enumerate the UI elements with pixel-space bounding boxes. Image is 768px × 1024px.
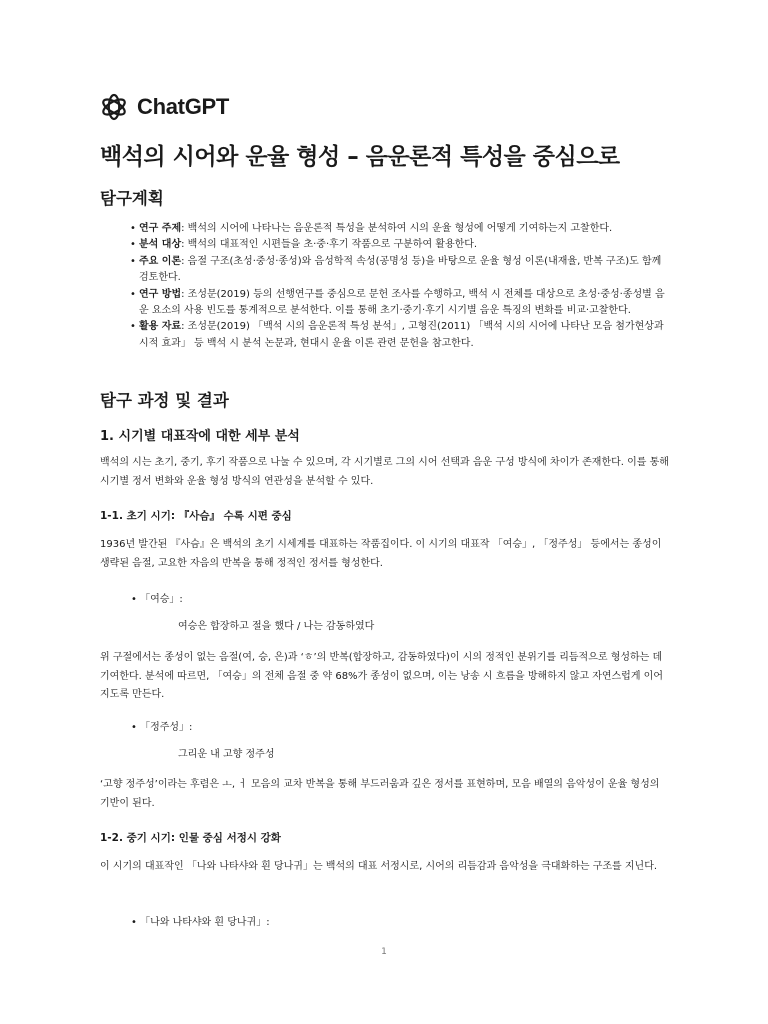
document-title: 백석의 시어와 운율 형성 – 음운론적 특성을 중심으로 — [100, 144, 620, 170]
poem-quote-yeoseung: 여승은 합장하고 절을 했다 / 나는 감동하였다 — [178, 621, 375, 632]
brand-name: ChatGPT — [137, 94, 230, 119]
plan-item-text: : 백석의 대표적인 시편들을 초·중·후기 작품으로 구분하여 활용한다. — [181, 239, 478, 251]
plan-item-text: : 음절 구조(초성·중성·종성)와 음성학적 속성(공명성 등)을 바탕으로 운율 형성 이론(내재율, 반복 구조)도 함께 검토한다. — [139, 255, 662, 284]
poem-quote-jeongjuseong: 그리운 내 고향 정주성 — [178, 749, 275, 760]
subsection-1-2-intro: 이 시기의 대표작인 「나와 나타샤와 흰 당나귀」는 백석의 대표 서정시로, 시어의 리듬감과 음악성을 극대화하는 구조를 지닌다. — [100, 861, 658, 872]
plan-item-theory — [130, 254, 670, 287]
page-number: 1 — [381, 947, 387, 957]
poem-bullet-natasha: • 「나와 나타샤와 흰 당나귀」: — [131, 917, 270, 928]
plan-item-label: 활용 자료 — [139, 321, 182, 333]
section-1-heading: 1. 시기별 대표작에 대한 세부 분석 — [100, 429, 300, 444]
plan-item-target — [130, 237, 670, 253]
poem-analysis-yeoseung: 위 구절에서는 종성이 없는 음절(여, 승, 은)과 ‘ㅎ’의 반복(합장하고, 감동하였다)이 시의 정적인 분위기를 리듬적으로 형성하는 데 기여한다. 분석에 따르면, 「여승」의 전체 음절 중 약 68%가 종성이 없으며, 이는 낭송 시 흐름을 방해하지 않고 자연스럽게 이어지도록 만든다. — [100, 652, 663, 700]
subsection-1-1-intro: 1936년 발간된 『사슴』은 백석의 초기 시세계를 대표하는 작품집이다. 이 시기의 대표작 「여승」, 「정주성」 등에서는 종성이 생략된 음절, 고요한 자음의 반복을 통해 정적인 정서를 형성한다. — [100, 539, 662, 569]
section-1-intro: 백석의 시는 초기, 중기, 후기 작품으로 나눌 수 있으며, 각 시기별로 그의 시어 선택과 음운 구성 방식에 차이가 존재한다. 이를 통해 시기별 정서 변화와 운율 형성 방식의 연관성을 분석할 수 있다. — [100, 457, 669, 487]
plan-item-sources — [130, 319, 670, 352]
plan-item-method — [130, 287, 670, 320]
process-heading: 탐구 과정 및 결과 — [100, 391, 229, 410]
poem-analysis-jeongjuseong: ‘고향 정주성’이라는 후렴은 ㅗ, ㅓ 모음의 교차 반복을 통해 부드러움과 깊은 정서를 표현하며, 모음 배열의 음악성이 운율 형성의 기반이 된다. — [100, 779, 660, 809]
plan-item-label: 분석 대상 — [139, 239, 182, 251]
plan-item-text: : 백석의 시어에 나타나는 음운론적 특성을 분석하여 시의 운율 형성에 어떻게 기여하는지 고찰한다. — [181, 223, 613, 234]
poem-label: 「정주성」: — [140, 722, 193, 733]
poem-bullet-jeongjuseong: • 「정주성」: — [131, 722, 193, 733]
subsection-1-1-heading: 1-1. 초기 시기: 『사슴』 수록 시편 중심 — [100, 510, 292, 522]
plan-item-label: 연구 주제 — [139, 223, 182, 234]
brand-header — [99, 92, 229, 122]
plan-item-label: 연구 방법 — [139, 288, 182, 300]
plan-item-text: : 조성문(2019) 등의 선행연구를 중심으로 문헌 조사를 수행하고, 백석 시 전체를 대상으로 초성·중성·종성별 음운 요소의 사용 빈도를 통계적으로 분석한다. 이를 통해 초기·중기·후기 시기별 음운 특징의 변화를 비교·고찰한다. — [139, 288, 665, 317]
poem-bullet-yeoseung: • 「여승」: — [131, 594, 183, 605]
plan-item-topic — [130, 221, 670, 237]
poem-label: 「여승」: — [140, 594, 183, 605]
plan-heading: 탐구계획 — [100, 189, 164, 208]
plan-item-text: : 조성문(2019) 「백석 시의 음운론적 특성 분석」, 고형진(2011) 「백석 시의 시어에 나타난 모음 첨가현상과 시적 효과」 등 백석 시 분석 논문과, 현대시 운율 이론 관련 문헌을 참고한다. — [139, 321, 664, 349]
plan-list — [130, 221, 670, 352]
openai-logo-icon — [99, 92, 129, 122]
poem-label: 「나와 나타샤와 흰 당나귀」: — [140, 917, 270, 928]
plan-item-label: 주요 이론 — [139, 255, 182, 267]
subsection-1-2-heading: 1-2. 중기 시기: 인물 중심 서정시 강화 — [100, 832, 281, 844]
